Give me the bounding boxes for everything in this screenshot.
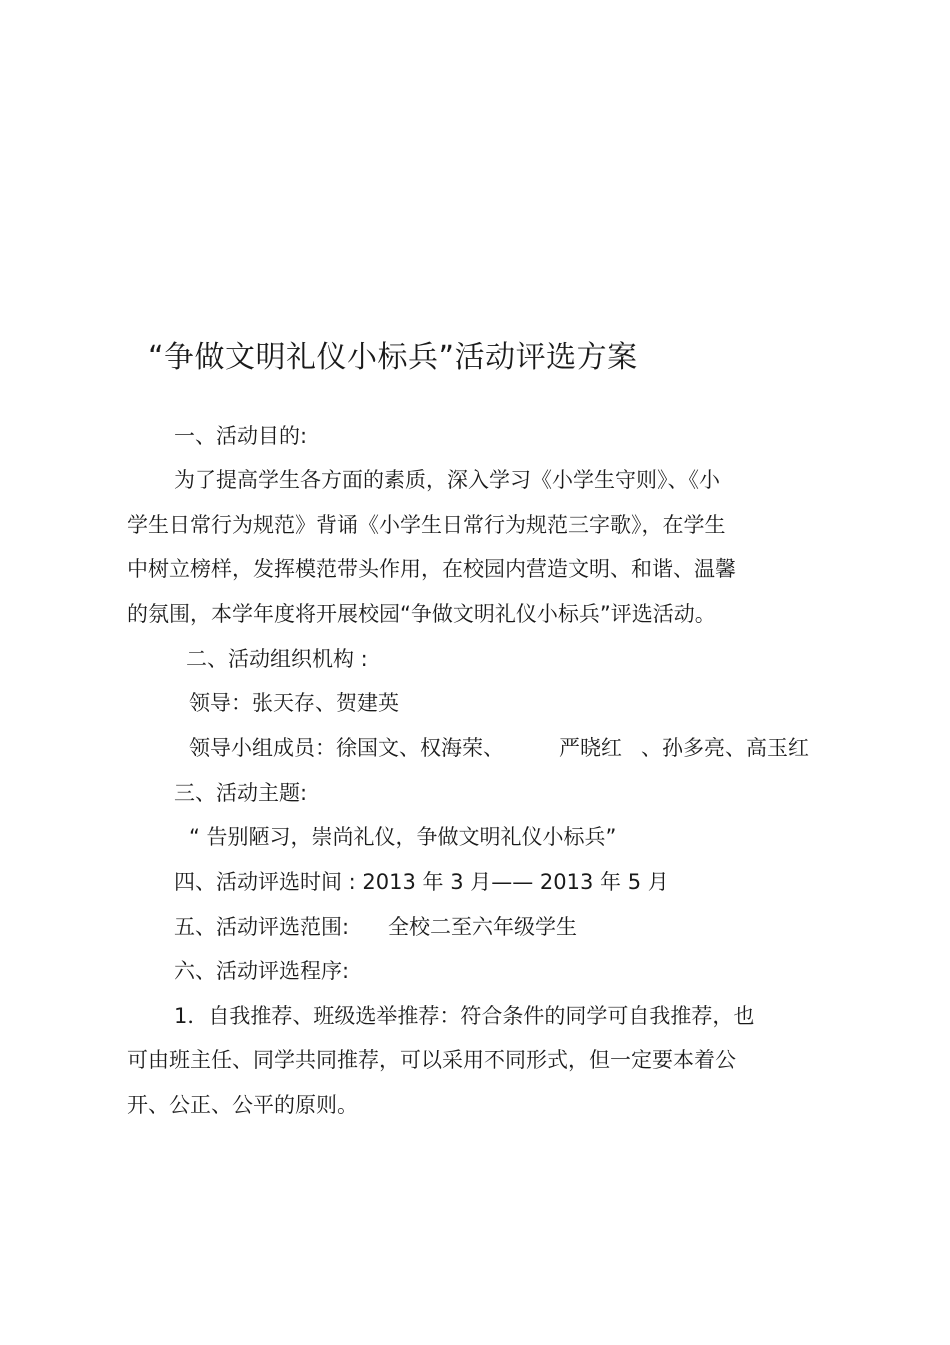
document-title: “争做文明礼仪小标兵”活动评选方案 [148,340,638,375]
section-2-heading: 二、活动组织机构 : [186,647,368,671]
section-6-heading: 六、活动评选程序: [174,959,350,983]
section-6-paragraph-line-3: 开、公正、公平的原则。 [127,1093,358,1117]
section-6-paragraph-line-2: 可由班主任、同学共同推荐，可以采用不同形式，但一定要本着公 [127,1048,736,1072]
section-1-paragraph-line-3: 中树立榜样，发挥模范带头作用，在校园内营造文明、和谐、温馨 [127,557,736,581]
section-1-paragraph-line-2: 学生日常行为规范》背诵《小学生日常行为规范三字歌》，在学生 [127,513,726,537]
section-2-members-part-1: 领导小组成员：徐国文、权海荣、 [189,736,504,760]
section-5-value: 全校二至六年级学生 [388,915,577,939]
section-1-paragraph-line-1: 为了提高学生各方面的素质，深入学习《小学生守则》、《小 [174,468,720,492]
section-6-paragraph-line-1: 1．自我推荐、班级选举推荐：符合条件的同学可自我推荐，也 [174,1004,755,1028]
section-3-heading: 三、活动主题: [174,781,308,805]
section-1-paragraph-line-4: 的氛围，本学年度将开展校园“争做文明礼仪小标兵”评选活动。 [127,602,716,626]
section-1-heading: 一、活动目的: [174,424,308,448]
section-4-time: 四、活动评选时间 : 2013 年 3 月—— 2013 年 5 月 [174,870,669,894]
section-3-theme: “ 告别陋习，崇尚礼仪，争做文明礼仪小标兵” [189,825,617,849]
section-2-members-part-3: 、孙多亮、高玉红 [641,736,809,760]
section-2-members-part-2: 严晓红 [559,736,622,760]
section-2-leader: 领导：张天存、贺建英 [189,691,399,715]
section-5-label: 五、活动评选范围: [174,915,350,939]
